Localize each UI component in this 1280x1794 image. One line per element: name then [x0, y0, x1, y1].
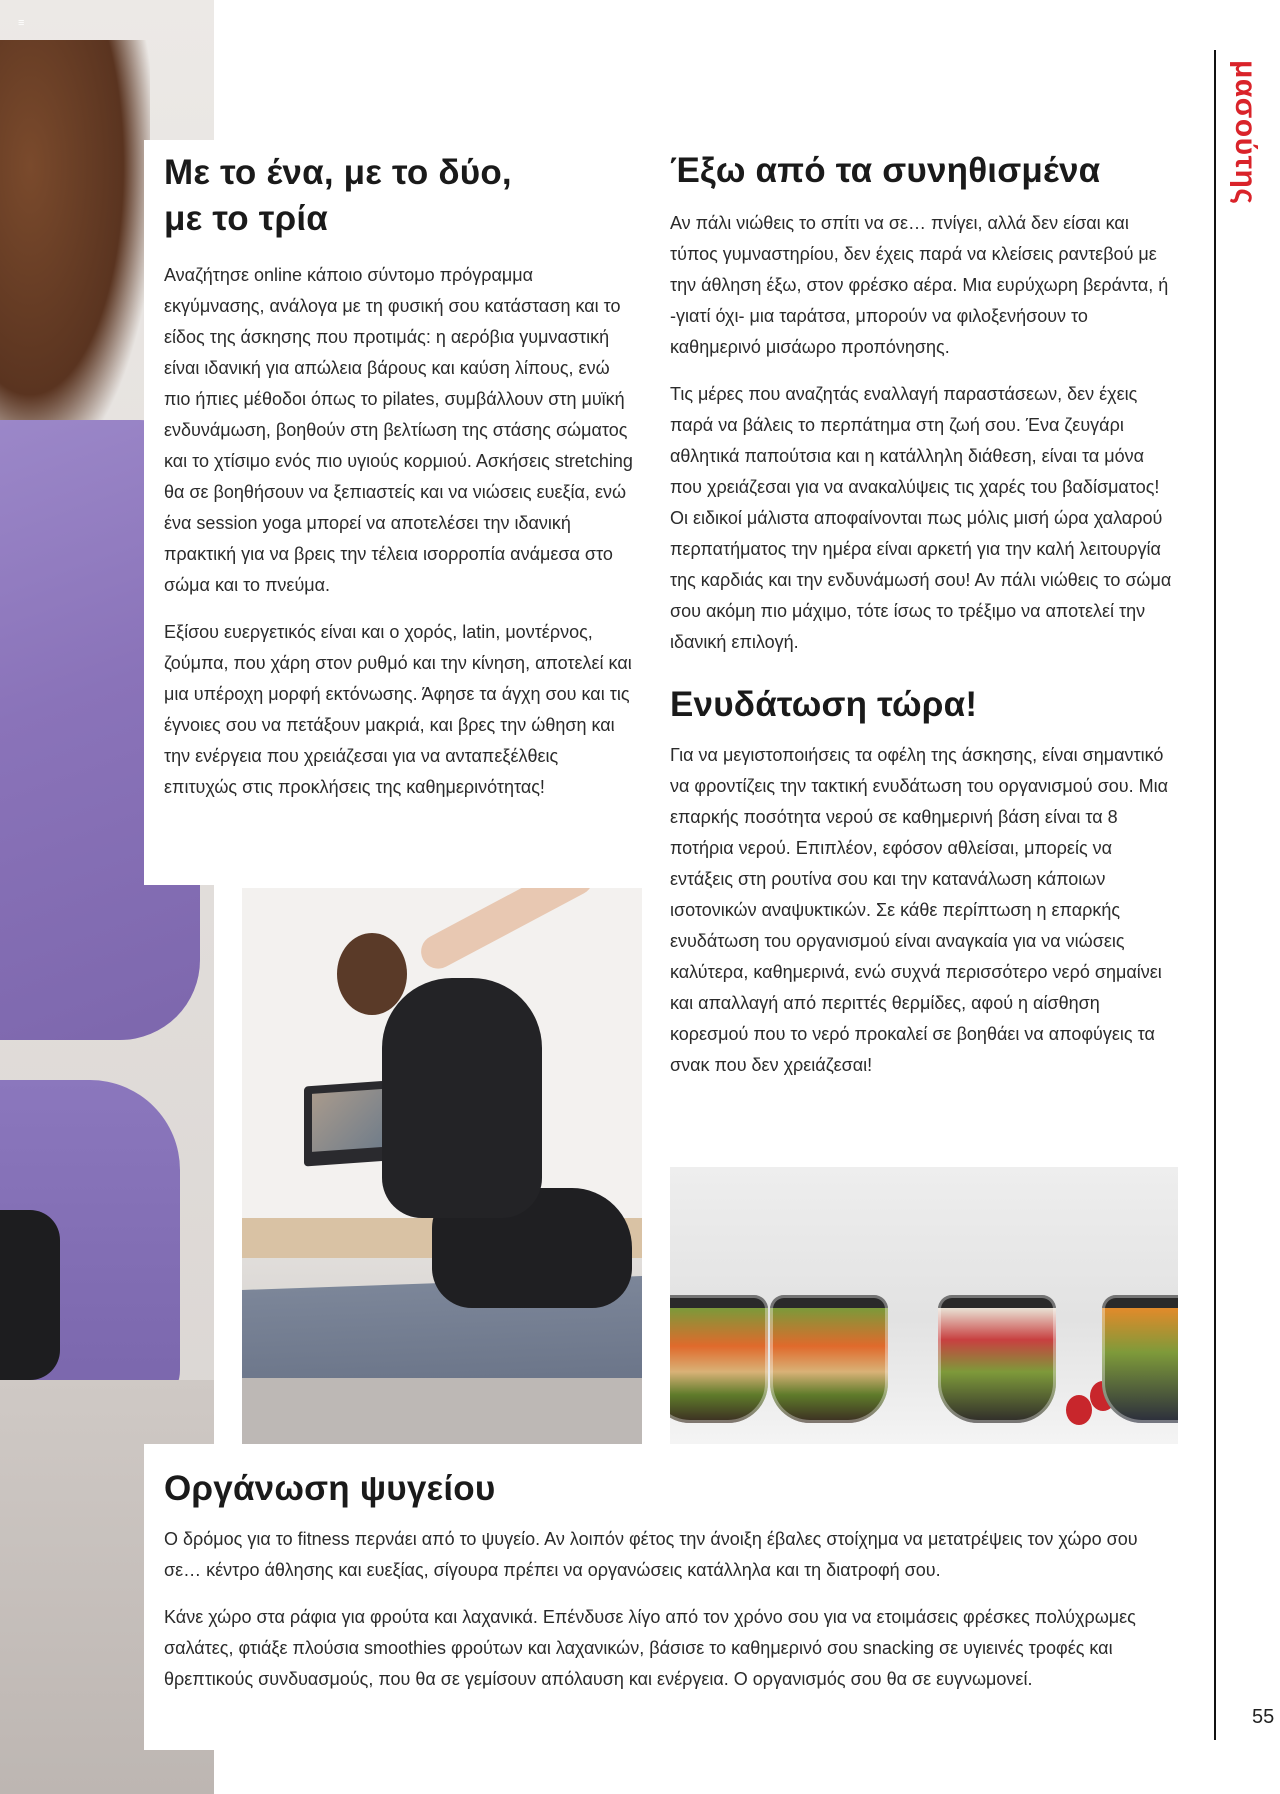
paragraph: Αναζήτησε online κάποιο σύντομο πρόγραμμα εκγύμνασης, ανάλογα με τη φυσική σου κατάσταση και το είδος της άσκησης που προτιμάς: η αερόβια γυμναστική είναι ιδανική για απώλεια βάρους και καύση λίπους, ενώ πιο ήπιες μέθοδοι όπως το pilates, συμβάλλουν στη μυϊκή ενδυνάμωση, βοηθούν στη βελτίωση της στάσης σώματος και το χτίσιμο ενός πιο υγιούς κορμιού. Ασκήσεις stretching θα σε βοηθήσουν να ξεπιαστείς και να νιώσεις ευεξία, ενώ ένα session yoga μπορεί να αποτελέσει την ιδανική πρακτική για να βρεις την τέλεια ισορροπία ανάμεσα στο σώμα και το πνεύμα. — [164, 265, 633, 595]
brand-logo: μασούτης — [1229, 60, 1262, 205]
margin-rule — [1214, 50, 1216, 1740]
paragraph: Για να μεγιστοποιήσεις τα οφέλη της άσκησης, είναι σημαντικό να φροντίζεις την τακτική ενυδάτωση του οργανισμού σου. Μια επαρκής ποσότητα νερού σε καθημερινή βάση είναι τα 8 ποτήρια νερού. Επιπλέον, εφόσον αθλείσαι, μπορείς να εντάξεις στη ρουτίνα σου και την κατανάλωση κάποιων ισοτονικών αναψυκτικών. Σε κάθε περίπτωση η επαρκής ενυδάτωση του οργανισμού είναι αναγκαία για να νιώσεις καλύτερα, καθημερινά, ενώ συχνά περισσότερο νερό σημαίνει και απαλλαγή από περιττές θερμίδες, αφού η αίσθηση κορεσμού που το νερό προκαλεί σε βοηθάει να αποφύγεις τα σνακ που δεν χρειάζεσαι! — [670, 745, 1168, 1075]
photo-jar — [770, 1295, 888, 1423]
heading-line-2: με το τρία — [164, 199, 329, 238]
photo-torso — [382, 978, 542, 1218]
photo-jar — [1102, 1295, 1178, 1423]
section-heading — [164, 150, 634, 242]
salad-jars-photo — [670, 1167, 1178, 1444]
photo-strawberry — [1066, 1395, 1092, 1425]
page-number: 55 — [1252, 1706, 1275, 1728]
section-outdoors-and-hydration — [670, 150, 1178, 1081]
photo-shoe — [0, 1210, 60, 1380]
photo-head — [337, 933, 407, 1015]
section-heading: Ενυδάτωση τώρα! — [670, 685, 978, 724]
paragraph: Κάνε χώρο στα ράφια για φρούτα και λαχανικά. Επένδυσε λίγο από τον χρόνο σου για να ετοιμάσεις φρέσκες πολύχρωμες σαλάτες, φτιάξε πλούσια smoothies φρούτων και λαχανικών, βάσισε το καθημερινό σου snacking σε υγιεινές τροφές και θρεπτικούς συνδυασμούς, που θα σε γεμίσουν απόλαυση και ενέργεια. Ο οργανισμός σου θα σε ευγνωμονεί. — [164, 1607, 1136, 1689]
paragraph: Ο δρόμος για το fitness περνάει από το ψυγείο. Αν λοιπόν φέτος την άνοιξη έβαλες στοίχημα να μετατρέψεις τον χώρο σου σε… κέντρο άθλησης και ευεξίας, σίγουρα πρέπει να οργανώσεις κατάλληλα και τη διατροφή σου. — [164, 1529, 1138, 1580]
heading-line-1: Με το ένα, με το δύο, — [164, 153, 512, 192]
paragraph: Εξίσου ευεργετικός είναι και ο χορός, latin, μοντέρνος, ζούμπα, που χάρη στον ρυθμό και την κίνηση, αποτελεί και μια υπέροχη μορφή εκτόνωσης. Άφησε τα άγχη σου και τις έγνοιες σου να πετάξουν μακριά, και βρες την ώθηση και την ενέργεια που χρειάζεσαι για να ανταπεξέλθεις επιτυχώς στις προκλήσεις της καθημερινότητας! — [164, 622, 632, 797]
section-workout-programs — [164, 150, 634, 803]
section-heading: Έξω από τα συνηθισμένα — [670, 151, 1101, 190]
photo-jar — [938, 1295, 1056, 1423]
paragraph: Αν πάλι νιώθεις το σπίτι να σε… πνίγει, αλλά δεν είσαι και τύπος γυμναστηρίου, δεν έχεις παρά να κλείσεις ραντεβού με την άθληση έξω, στον φρέσκο αέρα. Μια ευρύχωρη βεράντα, ή -γιατί όχι- μια ταράτσα, μπορούν να φιλοξενήσουν το καθημερινό μισάωρο προπόνησης. — [670, 213, 1169, 357]
section-fridge-organization — [164, 1468, 1178, 1695]
menu-icon[interactable]: ≡ — [18, 17, 25, 29]
photo-jar — [670, 1295, 768, 1423]
yoga-stretch-photo — [242, 888, 642, 1444]
photo-floor — [242, 1378, 642, 1444]
paragraph: Τις μέρες που αναζητάς εναλλαγή παραστάσεων, δεν έχεις παρά να βάλεις το περπάτημα στη ζωή σου. Ένα ζευγάρι αθλητικά παπούτσια και η κατάλληλη διάθεση, είναι τα μόνα που χρειάζεσαι για να ανακαλύψεις τις χαρές του βαδίσματος! Οι ειδικοί μάλιστα αποφαίνονται πως μόλις μισή ώρα χαλαρού περπατήματος την ημέρα είναι αρκετή για την καλή λειτουργία της καρδιάς και την ενδυνάμωσή σου! Αν πάλι νιώθεις το σώμα σου ακόμη πιο μάχιμο, τότε ίσως το τρέξιμο να αποτελεί την ιδανική επιλογή. — [670, 384, 1172, 652]
photo-hair — [0, 40, 150, 460]
section-heading: Οργάνωση ψυγείου — [164, 1469, 496, 1508]
